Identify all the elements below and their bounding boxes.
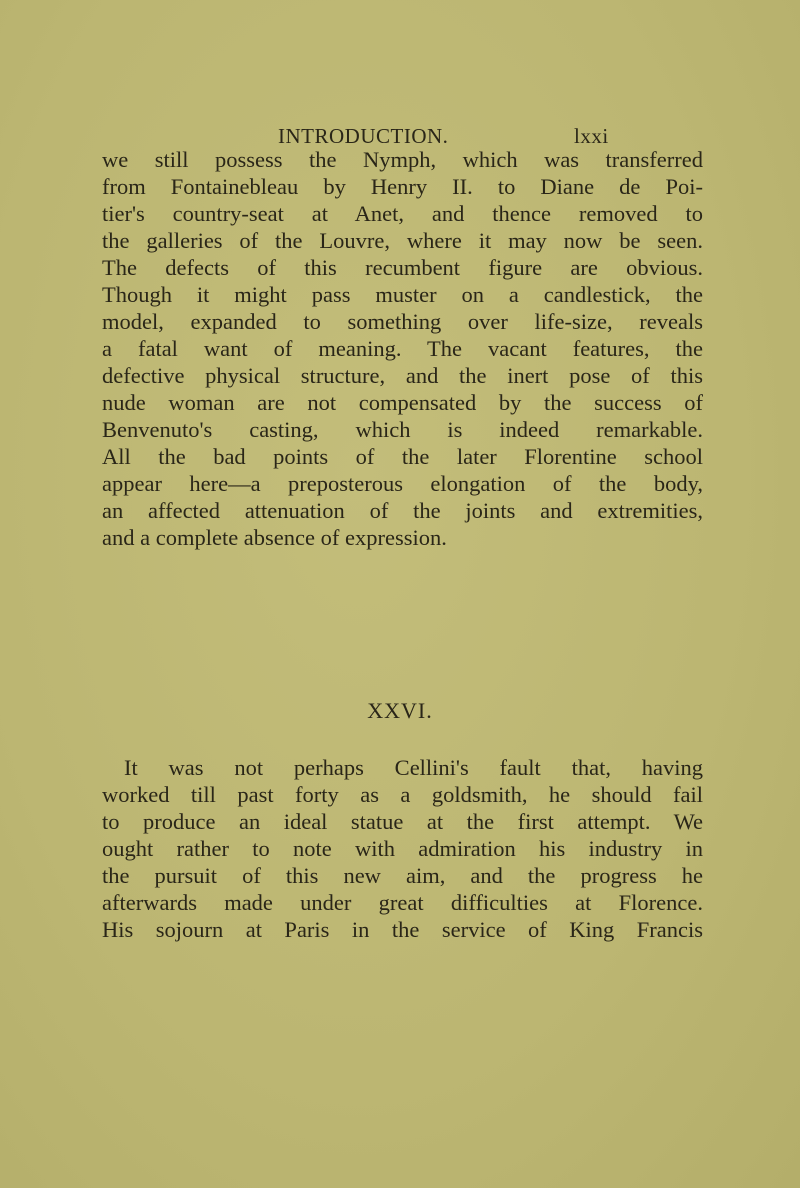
text-line: afterwards made under great difficulties at Florence. bbox=[102, 890, 703, 915]
text-line: an affected attenuation of the joints and extremities, bbox=[102, 498, 703, 523]
text-line: model, expanded to something over life-size, reveals bbox=[102, 309, 703, 334]
text-line: nude woman are not compensated by the success of bbox=[102, 390, 703, 415]
text-line: the pursuit of this new aim, and the progress he bbox=[102, 863, 703, 888]
text-line: tier's country-seat at Anet, and thence removed to bbox=[102, 201, 703, 226]
text-line: The defects of this recumbent figure are obvious. bbox=[102, 255, 703, 280]
text-line: defective physical structure, and the inert pose of this bbox=[102, 363, 703, 388]
running-title: INTRODUCTION. bbox=[278, 124, 449, 148]
text-line: from Fontainebleau by Henry II. to Diane de Poi- bbox=[102, 174, 703, 199]
text-line: to produce an ideal statue at the first attempt. We bbox=[102, 809, 703, 834]
text-line: His sojourn at Paris in the service of King Francis bbox=[102, 917, 703, 942]
section-heading: XXVI. bbox=[367, 698, 433, 723]
text-line: Though it might pass muster on a candlestick, the bbox=[102, 282, 703, 307]
text-line: worked till past forty as a goldsmith, he should fail bbox=[102, 782, 703, 807]
text-line: the galleries of the Louvre, where it may now be seen. bbox=[102, 228, 703, 253]
text-line: All the bad points of the later Florentine school bbox=[102, 444, 703, 469]
text-line: ought rather to note with admiration his industry in bbox=[102, 836, 703, 861]
text-line: It was not perhaps Cellini's fault that, having bbox=[124, 755, 703, 780]
text-line: we still possess the Nymph, which was transferred bbox=[102, 147, 703, 172]
page-number: lxxi bbox=[574, 124, 609, 148]
text-line: a fatal want of meaning. The vacant features, the bbox=[102, 336, 703, 361]
text-line: Benvenuto's casting, which is indeed remarkable. bbox=[102, 417, 703, 442]
paragraph-2 bbox=[102, 754, 703, 943]
text-line: and a complete absence of expression. bbox=[102, 525, 447, 550]
text-line: appear here—a preposterous elongation of the body, bbox=[102, 471, 703, 496]
paragraph-1 bbox=[102, 146, 703, 551]
